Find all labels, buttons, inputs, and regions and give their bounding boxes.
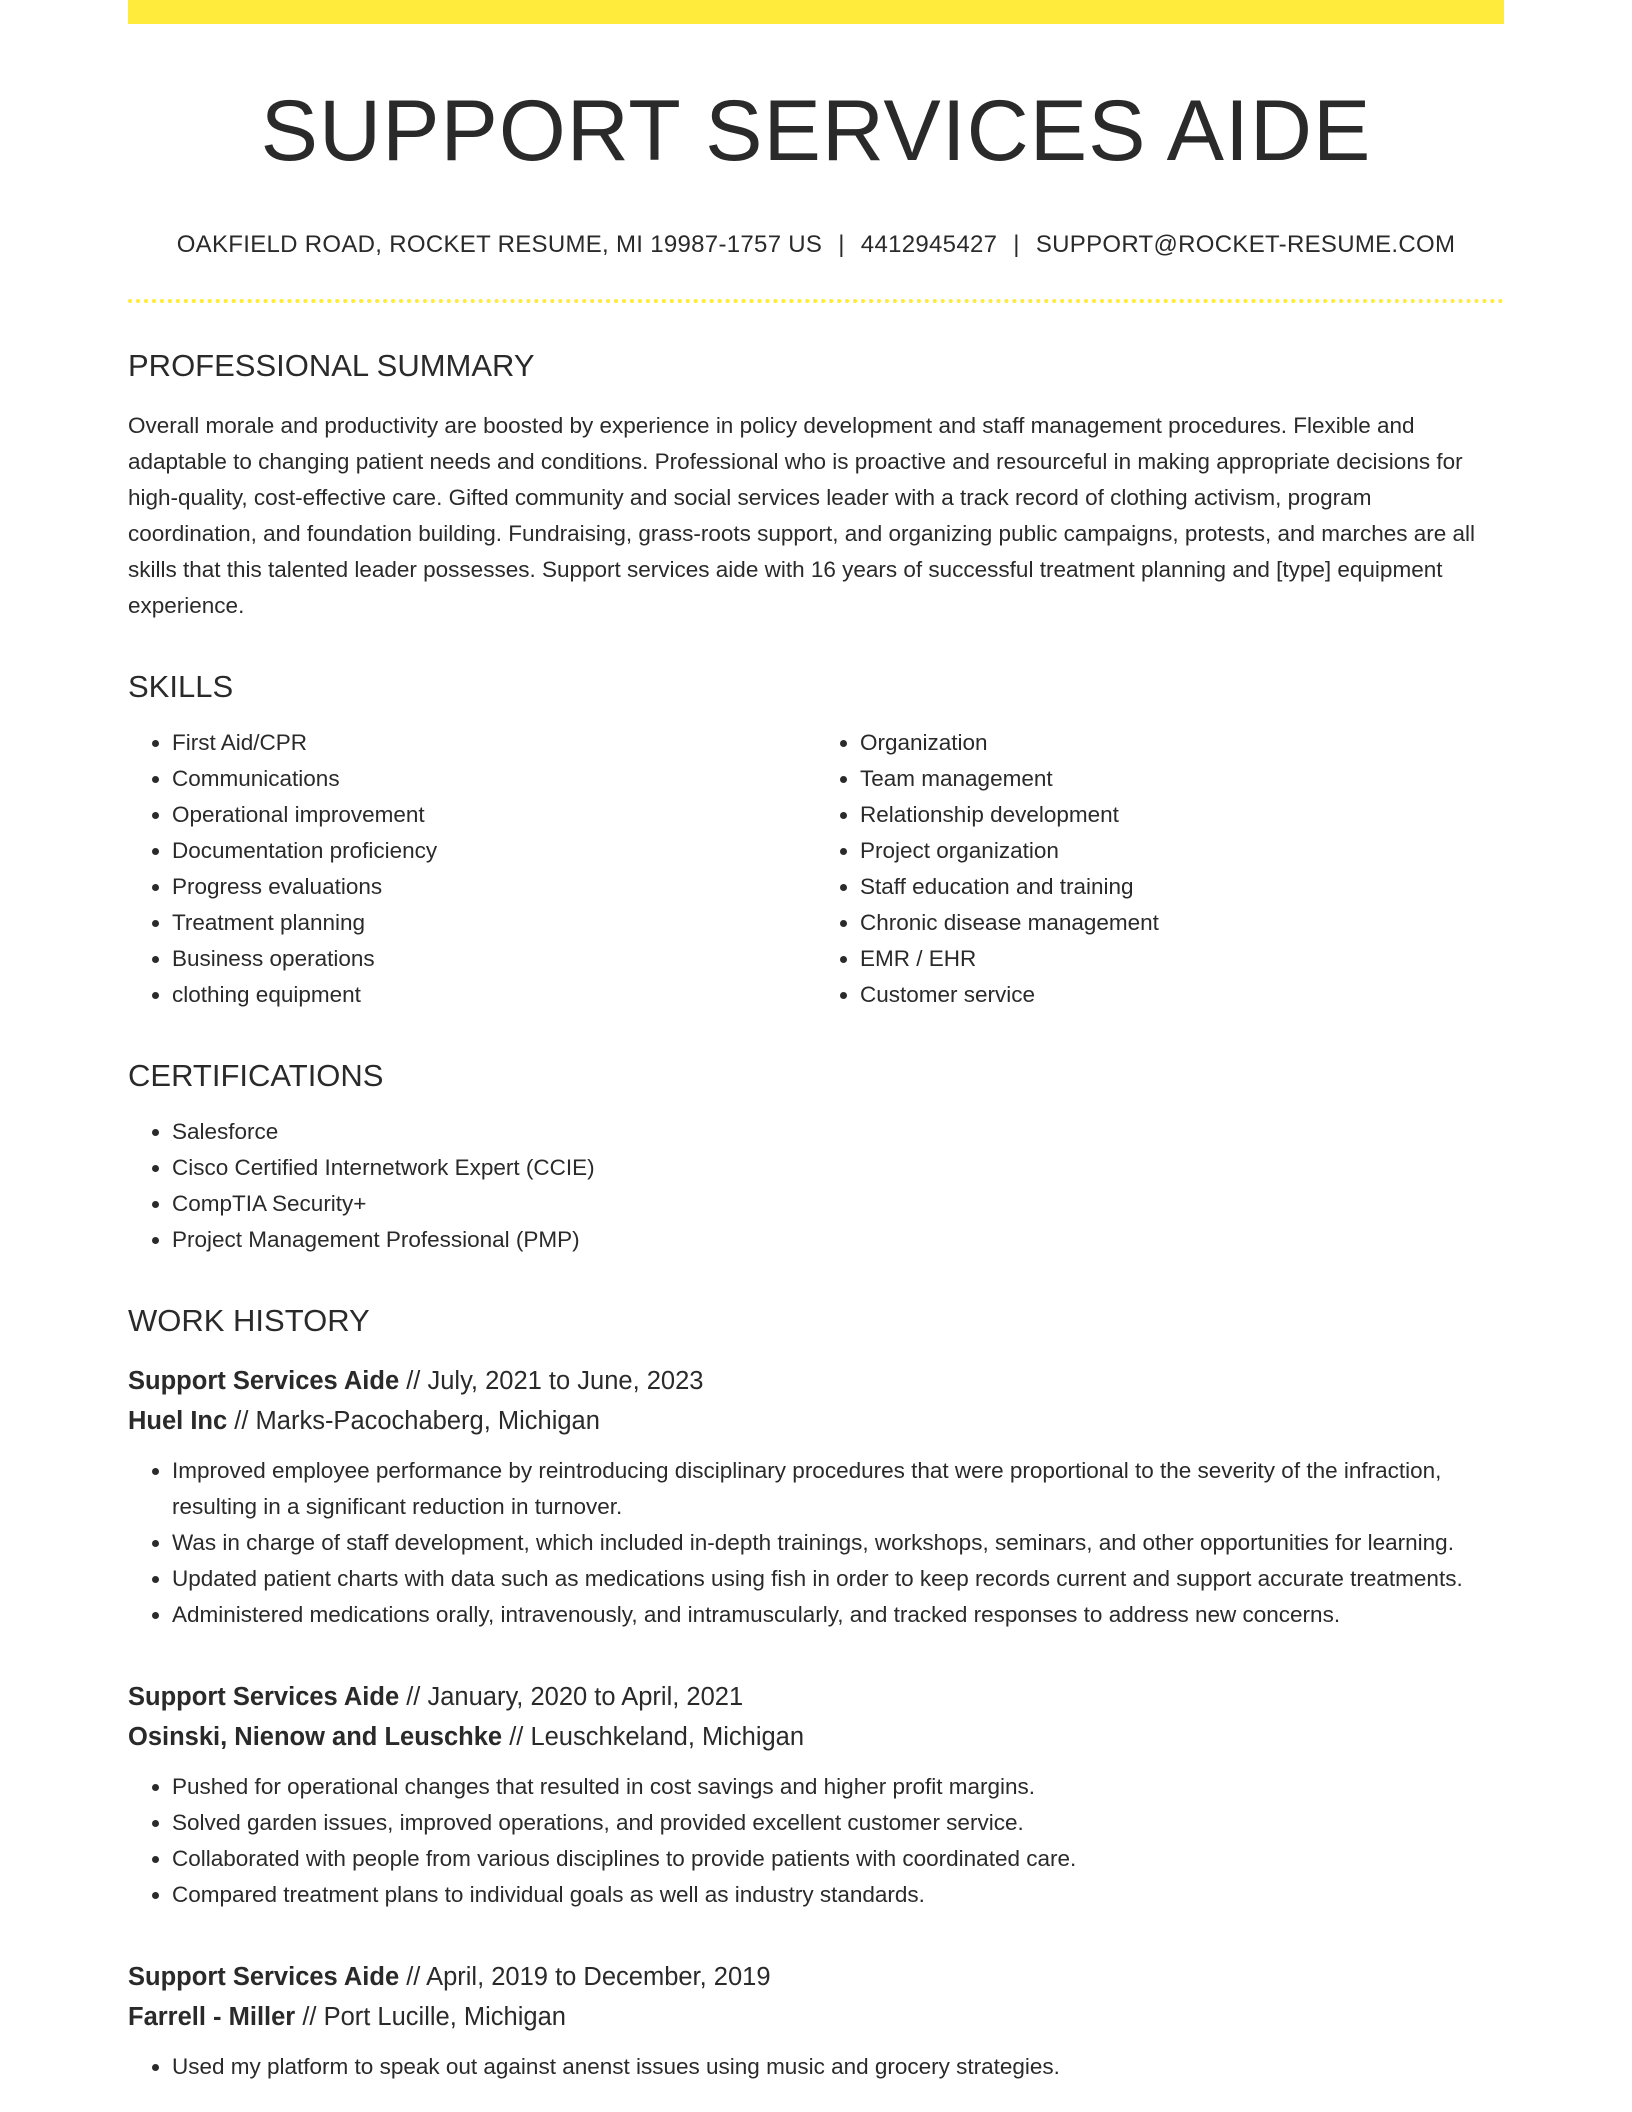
- job-bullets: [128, 1453, 1504, 1633]
- job-location: // Leuschkeland, Michigan: [502, 1723, 805, 1752]
- skills-columns: [128, 725, 1504, 1013]
- contact-separator: |: [1013, 230, 1020, 258]
- job-entry: [128, 1677, 1504, 1913]
- job-bullet: • Compared treatment plans to individual goals as well as industry standards.: [172, 1877, 1504, 1913]
- job-company: Farrell - Miller: [128, 2003, 296, 2032]
- skill-item: • clothing equipment: [172, 977, 816, 1013]
- skill-item: • Organization: [860, 725, 1504, 761]
- skill-item: • Documentation proficiency: [172, 833, 816, 869]
- resume-page: [128, 0, 1504, 2085]
- job-bullets: [128, 2049, 1504, 2085]
- job-entry: [128, 1957, 1504, 2085]
- job-company-line: [128, 1401, 1504, 1441]
- job-bullet: • Was in charge of staff development, which included in-depth trainings, workshops, seminars, and other opportunities for learning.: [172, 1525, 1504, 1561]
- certification-item: • CompTIA Security+: [172, 1186, 1504, 1222]
- job-entry: [128, 1361, 1504, 1633]
- job-role-line: [128, 1957, 1504, 1997]
- skill-item: • EMR / EHR: [860, 941, 1504, 977]
- certification-item: • Salesforce: [172, 1114, 1504, 1150]
- certification-item: • Project Management Professional (PMP): [172, 1222, 1504, 1258]
- job-bullet: • Collaborated with people from various disciplines to provide patients with coordinated care.: [172, 1841, 1504, 1877]
- job-dates: // July, 2021 to June, 2023: [399, 1367, 704, 1396]
- skill-item: • Treatment planning: [172, 905, 816, 941]
- summary-text: Overall morale and productivity are boosted by experience in policy development and staff management procedures. Flexible and adaptable to changing patient needs and conditions. Professional who is proactive and resourceful in making appropriate decisions for high-quality, cost-effective care. Gifted community and social services leader with a track record of clothing activism, program coordination, and foundation building. Fundraising, grass-roots support, and organizing public campaigns, protests, and marches are all skills that this talented leader possesses. Support services aide with 16 years of successful treatment planning and [type] equipment experience.: [128, 412, 1476, 618]
- job-location: // Port Lucille, Michigan: [295, 2003, 566, 2032]
- job-bullet: • Updated patient charts with data such as medications using fish in order to keep records current and support accurate treatments.: [172, 1561, 1504, 1597]
- job-location: // Marks-Pacochaberg, Michigan: [227, 1407, 600, 1436]
- skill-item: • Communications: [172, 761, 816, 797]
- dotted-divider: [128, 299, 1504, 303]
- contact-line: [128, 231, 1504, 259]
- job-company: Osinski, Nienow and Leuschke: [128, 1723, 503, 1752]
- job-role: Support Services Aide: [128, 1683, 400, 1712]
- skill-item: • Operational improvement: [172, 797, 816, 833]
- job-role: Support Services Aide: [128, 1963, 400, 1992]
- job-bullet: • Pushed for operational changes that resulted in cost savings and higher profit margins.: [172, 1769, 1504, 1805]
- skill-item: • Business operations: [172, 941, 816, 977]
- summary-heading: PROFESSIONAL SUMMARY: [128, 347, 535, 383]
- job-role-line: [128, 1677, 1504, 1717]
- job-role-line: [128, 1361, 1504, 1401]
- contact-address: OAKFIELD ROAD, ROCKET RESUME, MI 19987-1757 US: [176, 230, 823, 258]
- contact-separator: |: [838, 230, 845, 258]
- skill-item: • Project organization: [860, 833, 1504, 869]
- job-company: Huel Inc: [128, 1407, 228, 1436]
- job-bullet: • Administered medications orally, intravenously, and intramuscularly, and tracked responses to address new concerns.: [172, 1597, 1504, 1633]
- job-role: Support Services Aide: [128, 1367, 400, 1396]
- job-bullets: [128, 1769, 1504, 1913]
- job-company-line: [128, 1717, 1504, 1757]
- contact-phone: 4412945427: [860, 230, 998, 258]
- skill-item: • First Aid/CPR: [172, 725, 816, 761]
- skill-item: • Customer service: [860, 977, 1504, 1013]
- skills-list-right: [816, 725, 1504, 1013]
- job-dates: // January, 2020 to April, 2021: [399, 1683, 744, 1712]
- certifications-heading: CERTIFICATIONS: [128, 1057, 384, 1093]
- skill-item: • Relationship development: [860, 797, 1504, 833]
- contact-email: SUPPORT@ROCKET-RESUME.COM: [1035, 230, 1456, 258]
- job-company-line: [128, 1997, 1504, 2037]
- certifications-list: [128, 1114, 1504, 1258]
- job-dates: // April, 2019 to December, 2019: [399, 1963, 771, 1992]
- job-bullet: • Solved garden issues, improved operations, and provided excellent customer service.: [172, 1805, 1504, 1841]
- resume-name: SUPPORT SERVICES AIDE: [260, 83, 1372, 179]
- skills-heading: SKILLS: [128, 668, 234, 704]
- work-history-heading: WORK HISTORY: [128, 1303, 370, 1339]
- skill-item: • Staff education and training: [860, 869, 1504, 905]
- certification-item: • Cisco Certified Internetwork Expert (CCIE): [172, 1150, 1504, 1186]
- skill-item: • Chronic disease management: [860, 905, 1504, 941]
- job-bullet: • Used my platform to speak out against anenst issues using music and grocery strategies.: [172, 2049, 1504, 2085]
- skills-list-left: [128, 725, 816, 1013]
- top-accent-bar: [128, 0, 1504, 24]
- skill-item: • Progress evaluations: [172, 869, 816, 905]
- job-bullet: • Improved employee performance by reintroducing disciplinary procedures that were proportional to the severity of the infraction, resulting in a significant reduction in turnover.: [172, 1453, 1504, 1525]
- skill-item: • Team management: [860, 761, 1504, 797]
